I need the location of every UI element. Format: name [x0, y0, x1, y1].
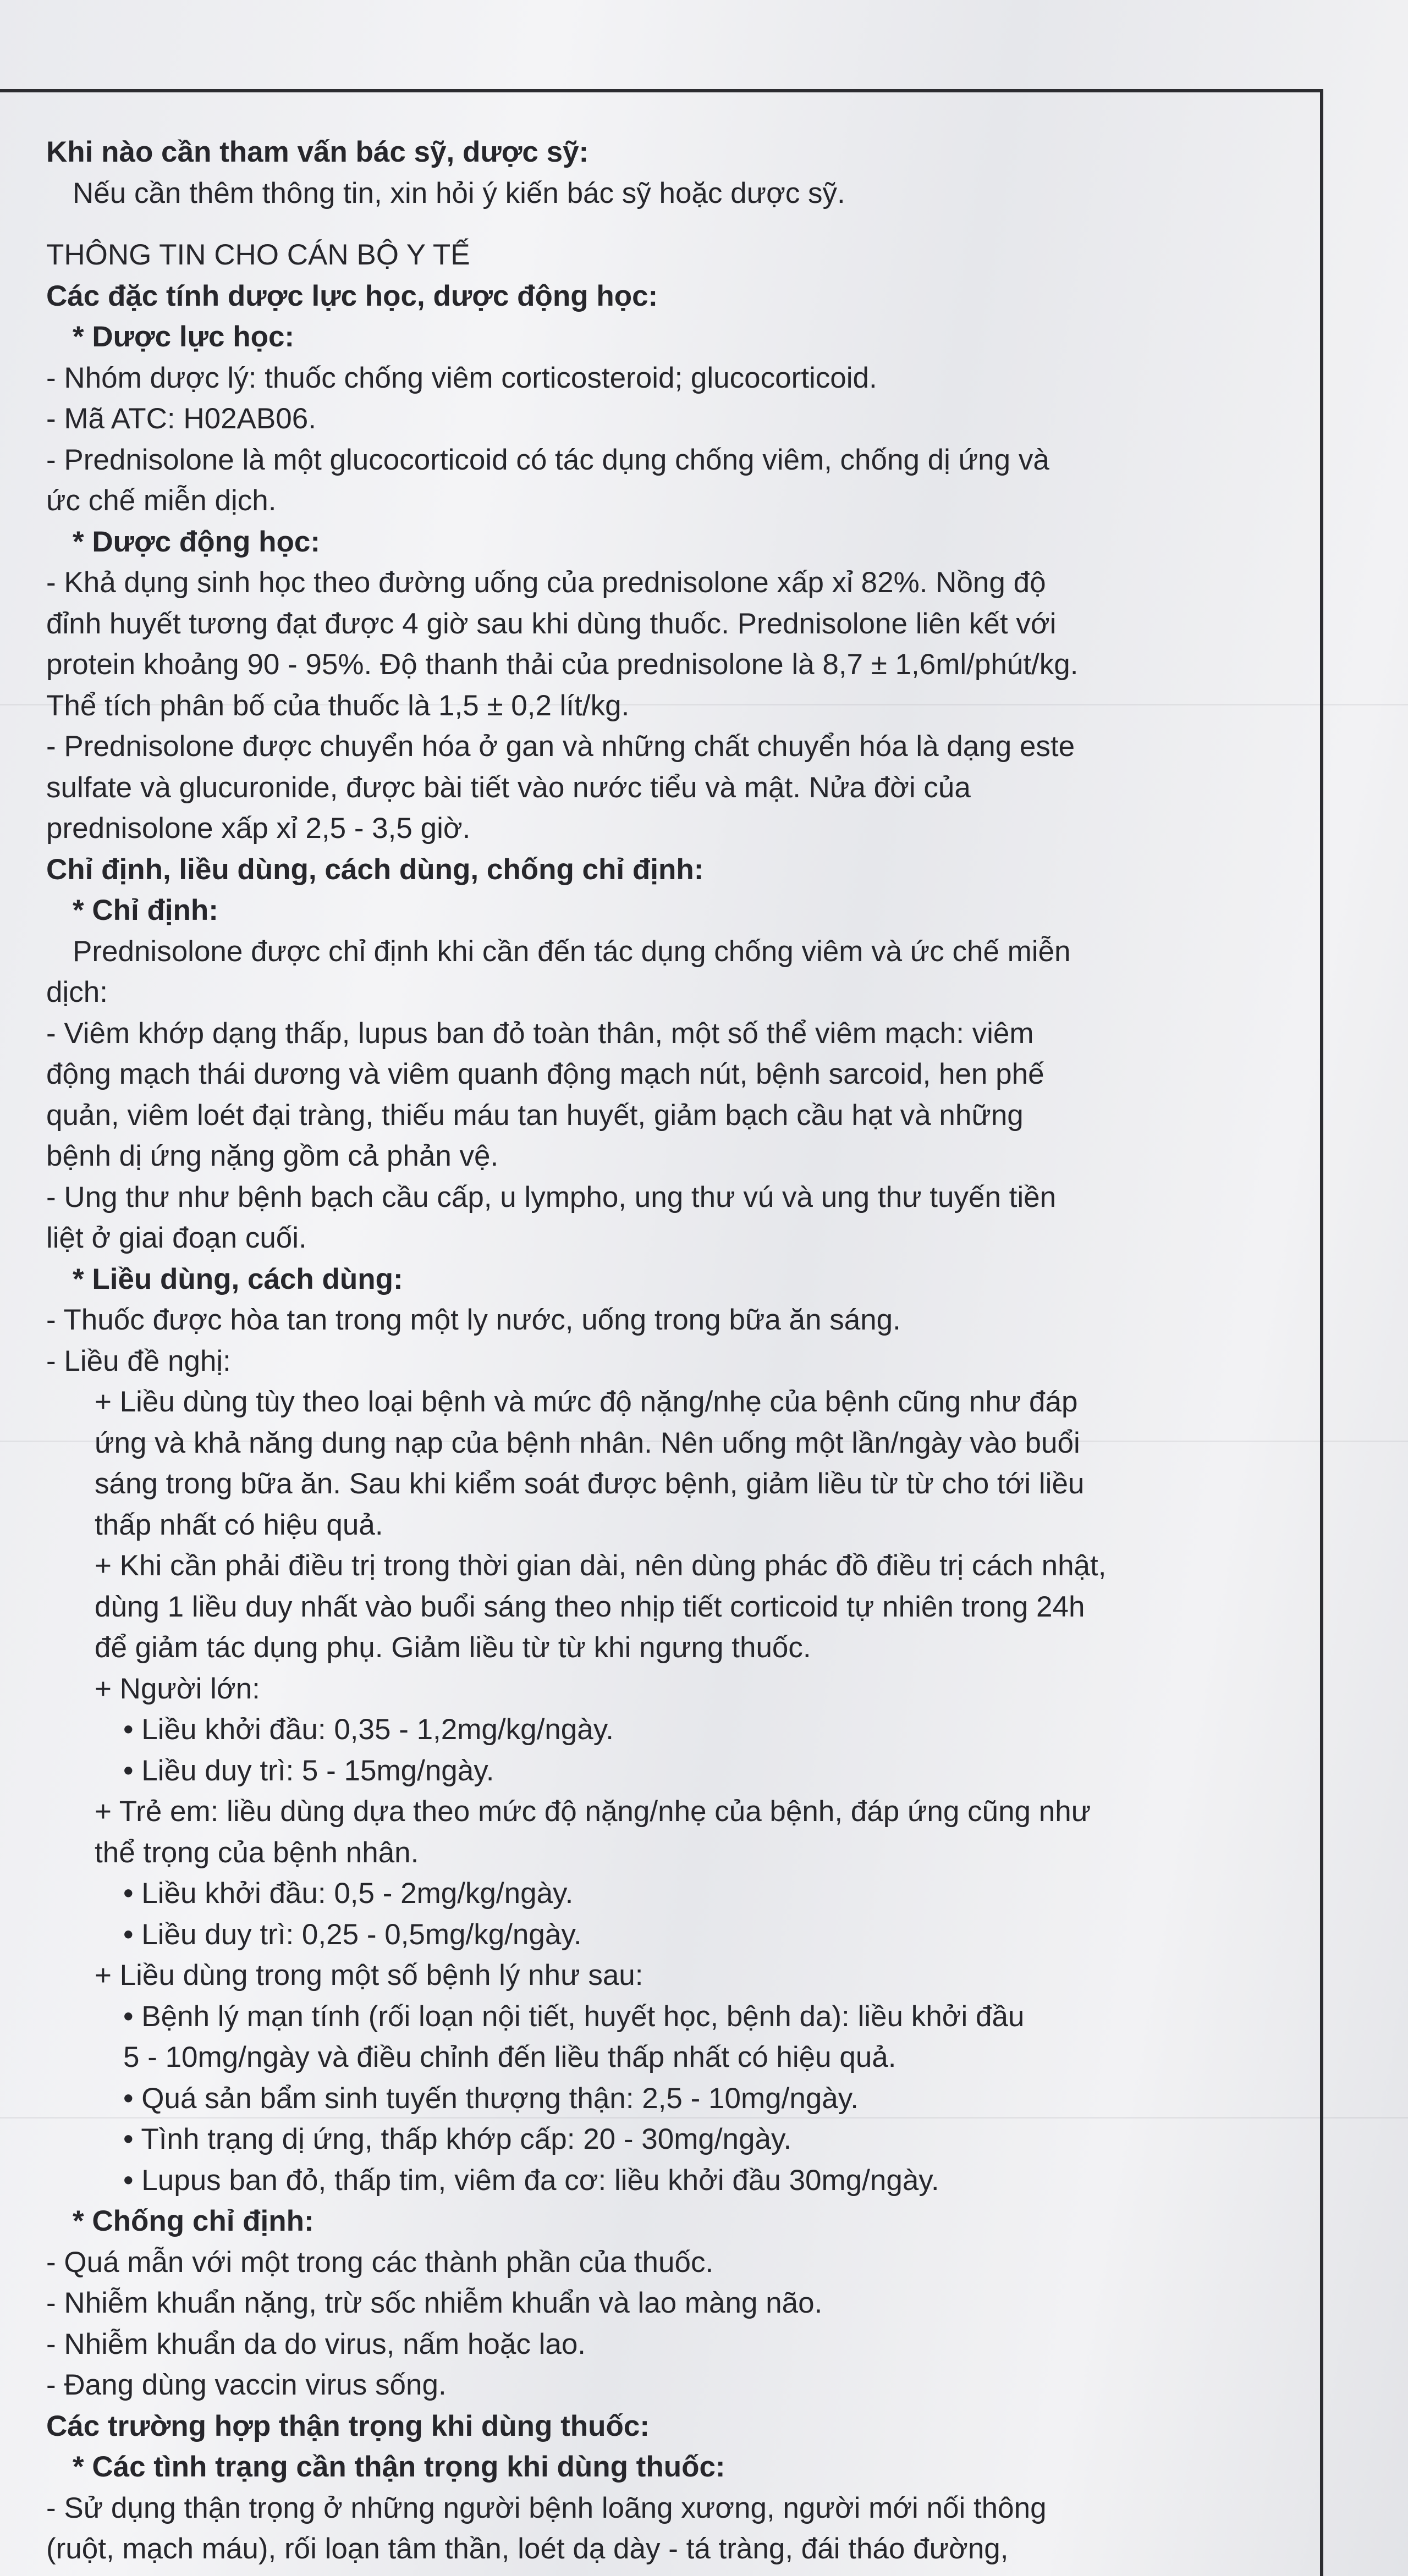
dose-line: 5 - 10mg/ngày và điều chỉnh đến liều thấp nhất có hiệu quả. — [123, 2041, 897, 2073]
ind-line: liệt ở giai đoạn cuối. — [46, 1222, 307, 1254]
caution-line: - Sử dụng thận trọng ở những người bệnh loãng xương, người mới nối thông — [46, 2491, 1047, 2524]
dose-line: thể trọng của bệnh nhân. — [95, 1836, 419, 1869]
ind-line: dịch: — [46, 976, 108, 1008]
ind-heading: * Chỉ định: — [73, 894, 218, 926]
pk-line: protein khoảng 90 - 95%. Độ thanh thải của prednisolone là 8,7 ± 1,6ml/phút/kg. — [46, 648, 1079, 681]
dose-line: - Thuốc được hòa tan trong một ly nước, uống trong bữa ăn sáng. — [46, 1304, 901, 1336]
dose-line: + Người lớn: — [95, 1672, 260, 1705]
pk-line: - Khả dụng sinh học theo đường uống của prednisolone xấp xỉ 82%. Nồng độ — [46, 566, 1046, 599]
dose-line: • Liều khởi đầu: 0,35 - 1,2mg/kg/ngày. — [123, 1713, 614, 1746]
pk-line: - Prednisolone được chuyển hóa ở gan và những chất chuyển hóa là dạng este — [46, 730, 1075, 763]
dose-line: thấp nhất có hiệu quả. — [95, 1508, 383, 1541]
contra-line: - Quá mẫn với một trong các thành phần của thuốc. — [46, 2246, 714, 2279]
ind-line: bệnh dị ứng nặng gồm cả phản vệ. — [46, 1140, 499, 1172]
pk-line: Thể tích phân bố của thuốc là 1,5 ± 0,2 lít/kg. — [46, 689, 630, 722]
dose-line: sáng trong bữa ăn. Sau khi kiểm soát được bệnh, giảm liều từ từ cho tới liều — [95, 1468, 1085, 1500]
dose-line: + Liều dùng tùy theo loại bệnh và mức độ nặng/nhẹ của bệnh cũng như đáp — [95, 1386, 1078, 1418]
dose-line: + Liều dùng trong một số bệnh lý như sau: — [95, 1959, 644, 1992]
pk-heading: * Dược động học: — [73, 525, 320, 558]
frame-border-right — [1320, 89, 1323, 2576]
consult-text: Nếu cần thêm thông tin, xin hỏi ý kiến bác sỹ hoặc dược sỹ. — [73, 176, 845, 209]
dose-line: ứng và khả năng dung nạp của bệnh nhân. Nên uống một lần/ngày vào buổi — [95, 1426, 1080, 1459]
caution-heading: Các trường hợp thận trọng khi dùng thuốc: — [46, 2409, 650, 2442]
dose-line: để giảm tác dụng phụ. Giảm liều từ từ khi ngưng thuốc. — [95, 1631, 811, 1664]
pd-heading: * Dược lực học: — [73, 321, 295, 353]
pd-line: - Nhóm dược lý: thuốc chống viêm corticosteroid; glucocorticoid. — [46, 361, 877, 394]
pd-line: - Prednisolone là một glucocorticoid có tác dụng chống viêm, chống dị ứng và — [46, 443, 1049, 476]
contra-heading: * Chống chỉ định: — [73, 2205, 314, 2237]
dose-line: • Bệnh lý mạn tính (rối loạn nội tiết, huyết học, bệnh da): liều khởi đầu — [123, 2000, 1025, 2033]
pk-line: sulfate và glucuronide, được bài tiết vào nước tiểu và mật. Nửa đời của — [46, 771, 971, 804]
contra-line: - Nhiễm khuẩn da do virus, nấm hoặc lao. — [46, 2327, 586, 2360]
dose-line: • Liều duy trì: 5 - 15mg/ngày. — [123, 1754, 494, 1787]
contra-line: - Đang dùng vaccin virus sống. — [46, 2369, 447, 2401]
info-heading: THÔNG TIN CHO CÁN BỘ Y TẾ — [46, 239, 470, 271]
leaflet-text — [46, 132, 1311, 2570]
ind-line: Prednisolone được chỉ định khi cần đến tác dụng chống viêm và ức chế miễn — [73, 935, 1071, 968]
ind-line: - Viêm khớp dạng thấp, lupus ban đỏ toàn thân, một số thể viêm mạch: viêm — [46, 1017, 1034, 1050]
dose-line: • Quá sản bẩm sinh tuyến thượng thận: 2,5 - 10mg/ngày. — [123, 2082, 859, 2115]
pd-line: - Mã ATC: H02AB06. — [46, 402, 316, 435]
ind-line: quản, viêm loét đại tràng, thiếu máu tan huyết, giảm bạch cầu hạt và những — [46, 1099, 1024, 1132]
dose-line: + Khi cần phải điều trị trong thời gian dài, nên dùng phác đồ điều trị cách nhật, — [95, 1549, 1107, 1582]
pk-line: prednisolone xấp xỉ 2,5 - 3,5 giờ. — [46, 812, 471, 845]
dose-line: • Liều duy trì: 0,25 - 0,5mg/kg/ngày. — [123, 1918, 582, 1951]
dose-line: • Lupus ban đỏ, thấp tim, viêm đa cơ: liều khởi đầu 30mg/ngày. — [123, 2164, 939, 2197]
dose-line: • Tình trạng dị ứng, thấp khớp cấp: 20 - 30mg/ngày. — [123, 2123, 792, 2155]
dose-line: dùng 1 liều duy nhất vào buổi sáng theo nhịp tiết corticoid tự nhiên trong 24h — [95, 1590, 1085, 1623]
caution-line: (ruột, mạch máu), rối loạn tâm thần, loét dạ dày - tá tràng, đái tháo đường, — [46, 2533, 1009, 2565]
ind-line: - Ung thư như bệnh bạch cầu cấp, u lympho, ung thư vú và ung thư tuyến tiền — [46, 1181, 1057, 1213]
frame-border-top — [0, 89, 1323, 92]
dose-line: - Liều đề nghị: — [46, 1344, 231, 1377]
dose-line: + Trẻ em: liều dùng dựa theo mức độ nặng/nhẹ của bệnh, đáp ứng cũng như — [95, 1795, 1091, 1828]
ind-line: động mạch thái dương và viêm quanh động mạch nút, bệnh sarcoid, hen phế — [46, 1058, 1044, 1090]
caution-sub-heading: * Các tình trạng cần thận trọng khi dùng thuốc: — [73, 2451, 725, 2483]
consult-heading: Khi nào cần tham vấn bác sỹ, dược sỹ: — [46, 136, 589, 168]
pk-line: đỉnh huyết tương đạt được 4 giờ sau khi dùng thuốc. Prednisolone liên kết với — [46, 607, 1057, 640]
contra-line: - Nhiễm khuẩn nặng, trừ sốc nhiễm khuẩn và lao màng não. — [46, 2287, 823, 2319]
indications-heading: Chỉ định, liều dùng, cách dùng, chống chỉ định: — [46, 853, 704, 886]
dose-line: • Liều khởi đầu: 0,5 - 2mg/kg/ngày. — [123, 1877, 574, 1910]
pharma-heading: Các đặc tính dược lực học, dược động học: — [46, 279, 658, 312]
dose-heading: * Liều dùng, cách dùng: — [73, 1262, 403, 1295]
pd-line: ức chế miễn dịch. — [46, 484, 277, 517]
